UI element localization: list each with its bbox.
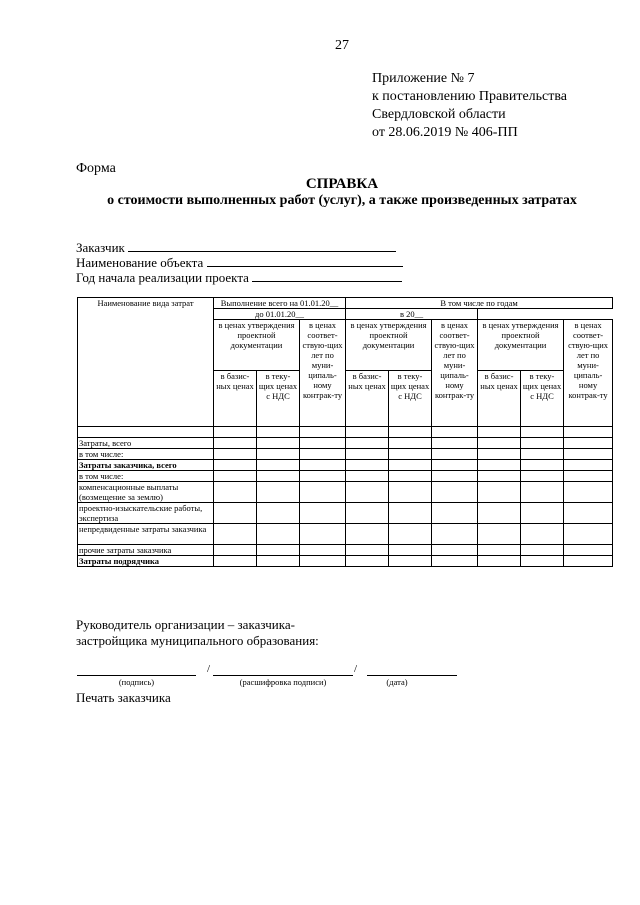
header-current-vat: в теку-щих ценах с НДС (389, 371, 432, 427)
table-cell[interactable] (521, 503, 564, 524)
table-cell[interactable] (346, 482, 389, 503)
appendix-block (372, 70, 567, 142)
table-cell[interactable] (257, 471, 300, 482)
table-row (78, 460, 613, 471)
customer-blank[interactable] (128, 239, 396, 252)
table-cell[interactable] (214, 449, 257, 460)
signature-slash: / (207, 663, 211, 675)
table-cell[interactable] (478, 482, 521, 503)
table-row-empty (78, 427, 613, 438)
table-cell[interactable] (214, 545, 257, 556)
table-row (78, 556, 613, 567)
table-cell[interactable] (389, 471, 432, 482)
page-number: 27 (335, 38, 349, 53)
signature-caption: (подпись) (118, 677, 155, 687)
table-cell[interactable] (564, 545, 613, 556)
table-cell[interactable] (346, 460, 389, 471)
table-cell[interactable] (300, 503, 346, 524)
signer-line-2: застройщика муниципального образования: (76, 633, 319, 648)
row-label: в том числе: (78, 449, 214, 460)
row-label: проектно-изыскательские работы, экспертиза (78, 503, 214, 524)
table-cell[interactable] (478, 438, 521, 449)
table-cell[interactable] (300, 449, 346, 460)
date-line[interactable] (367, 675, 457, 676)
header-current-prices: в ценах соответ-ствую-щих лет по муни-ципаль-ному контрак-ту (564, 320, 613, 427)
header-approved-prices: в ценах утверждения проектной документации (346, 320, 432, 371)
header-current-vat: в теку-щих ценах с НДС (521, 371, 564, 427)
header-by-years: В том числе по годам (346, 298, 613, 309)
table-cell[interactable] (432, 524, 478, 545)
header-base-prices: в базис-ных ценах (346, 371, 389, 427)
table-cell[interactable] (257, 503, 300, 524)
table-cell[interactable] (257, 438, 300, 449)
table-cell[interactable] (214, 438, 257, 449)
signer-line-1: Руководитель организации – заказчика- (76, 617, 295, 632)
row-label: прочие затраты заказчика (78, 545, 214, 556)
document-title: СПРАВКА (305, 176, 379, 192)
table-cell[interactable] (478, 545, 521, 556)
header-base-prices: в базис-ных ценах (214, 371, 257, 427)
row-label: Затраты, всего (78, 438, 214, 449)
appendix-line-3: Свердловской области (372, 107, 506, 122)
header-cost-type: Наименование вида затрат (78, 298, 214, 427)
table-cell[interactable] (389, 449, 432, 460)
table-cell[interactable] (432, 482, 478, 503)
table-cell[interactable] (432, 545, 478, 556)
table-cell[interactable] (389, 438, 432, 449)
table-cell[interactable] (478, 503, 521, 524)
table-cell[interactable] (521, 449, 564, 460)
table-cell[interactable] (346, 503, 389, 524)
table-cell[interactable] (432, 471, 478, 482)
signature-line[interactable] (77, 675, 196, 676)
table-cell[interactable] (257, 460, 300, 471)
header-base-prices: в базис-ных ценах (478, 371, 521, 427)
header-until: до 01.01.20__ (214, 309, 346, 320)
table-cell[interactable] (389, 524, 432, 545)
table-cell[interactable] (478, 524, 521, 545)
table-cell[interactable] (300, 460, 346, 471)
table-cell[interactable] (257, 449, 300, 460)
table-cell[interactable] (214, 482, 257, 503)
transcript-line[interactable] (213, 675, 353, 676)
row-label: компенсационные выплаты (возмещение за землю) (78, 482, 214, 503)
table-cell[interactable] (564, 460, 613, 471)
table-cell[interactable] (521, 438, 564, 449)
form-label: Форма (76, 161, 116, 176)
start-year-label: Год начала реализации проекта (76, 270, 249, 285)
row-label: в том числе: (78, 471, 214, 482)
table-cell[interactable] (521, 482, 564, 503)
table-cell[interactable] (564, 449, 613, 460)
appendix-line-4: от 28.06.2019 № 406-ПП (372, 125, 518, 140)
table-row (78, 438, 613, 449)
table-row (78, 471, 613, 482)
table-cell[interactable] (478, 449, 521, 460)
table-cell[interactable] (346, 545, 389, 556)
table-cell[interactable] (300, 556, 346, 567)
table-cell[interactable] (300, 482, 346, 503)
table-cell[interactable] (478, 471, 521, 482)
table-cell[interactable] (257, 545, 300, 556)
table-cell[interactable] (214, 556, 257, 567)
table-cell[interactable] (300, 524, 346, 545)
table-cell[interactable] (346, 438, 389, 449)
table-cell[interactable] (564, 524, 613, 545)
table-cell[interactable] (521, 460, 564, 471)
table-cell[interactable] (521, 545, 564, 556)
date-caption: (дата) (386, 677, 408, 687)
table-cell[interactable] (564, 503, 613, 524)
customer-label: Заказчик (76, 240, 125, 255)
table-cell[interactable] (300, 471, 346, 482)
table-cell[interactable] (564, 438, 613, 449)
table-cell[interactable] (389, 503, 432, 524)
table-row (78, 482, 613, 503)
cost-table (77, 297, 613, 567)
table-cell[interactable] (521, 556, 564, 567)
row-label: Затраты заказчика, всего (78, 460, 214, 471)
appendix-line-1: Приложение № 7 (372, 71, 475, 86)
table-cell[interactable] (214, 471, 257, 482)
table-row (78, 503, 613, 524)
object-name-label: Наименование объекта (76, 255, 204, 270)
appendix-line-2: к постановлению Правительства (372, 89, 568, 104)
table-cell[interactable] (214, 460, 257, 471)
table-cell[interactable] (257, 556, 300, 567)
object-name-blank[interactable] (207, 254, 403, 267)
table-cell[interactable] (214, 503, 257, 524)
table-row (78, 524, 613, 545)
table-cell[interactable] (389, 482, 432, 503)
table-cell[interactable] (564, 482, 613, 503)
table-cell[interactable] (478, 556, 521, 567)
header-approved-prices: в ценах утверждения проектной документации (214, 320, 300, 371)
table-cell[interactable] (521, 471, 564, 482)
header-year: в 20__ (346, 309, 478, 320)
table-cell[interactable] (346, 556, 389, 567)
header-approved-prices: в ценах утверждения проектной документации (478, 320, 564, 371)
transcript-caption: (расшифровка подписи) (239, 677, 327, 687)
row-label: Затраты подрядчика (78, 556, 214, 567)
document-subtitle: о стоимости выполненных работ (услуг), а также произведенных затратах (107, 193, 577, 208)
transcript-slash: / (354, 663, 358, 675)
header-current-vat: в теку-щих ценах с НДС (257, 371, 300, 427)
table-cell[interactable] (300, 545, 346, 556)
table-cell[interactable] (389, 556, 432, 567)
table-cell[interactable] (389, 460, 432, 471)
table-row (78, 545, 613, 556)
table-cell[interactable] (346, 524, 389, 545)
header-current-prices: в ценах соответ-ствую-щих лет по муни-ципаль-ному контрак-ту (432, 320, 478, 427)
table-cell[interactable] (432, 438, 478, 449)
table-cell[interactable] (432, 449, 478, 460)
table-cell[interactable] (564, 471, 613, 482)
signer-block (76, 617, 319, 649)
table-cell[interactable] (564, 556, 613, 567)
table-cell[interactable] (432, 460, 478, 471)
start-year-blank[interactable] (252, 269, 402, 282)
table-cell[interactable] (389, 545, 432, 556)
header-total: Выполнение всего на 01.01.20__ (214, 298, 346, 309)
table-cell[interactable] (257, 482, 300, 503)
table-cell[interactable] (432, 503, 478, 524)
table-cell[interactable] (300, 438, 346, 449)
stamp-label: Печать заказчика (76, 690, 171, 705)
start-year-field (76, 269, 402, 286)
table-cell[interactable] (478, 460, 521, 471)
table-cell[interactable] (346, 449, 389, 460)
table-cell[interactable] (257, 524, 300, 545)
table-cell[interactable] (346, 471, 389, 482)
table-cell[interactable] (521, 524, 564, 545)
table-row (78, 449, 613, 460)
table-cell[interactable] (432, 556, 478, 567)
table-cell[interactable] (214, 524, 257, 545)
row-label: непредвиденные затраты заказчика (78, 524, 214, 545)
header-current-prices: в ценах соответ-ствую-щих лет по муни-ципаль-ному контрак-ту (300, 320, 346, 427)
